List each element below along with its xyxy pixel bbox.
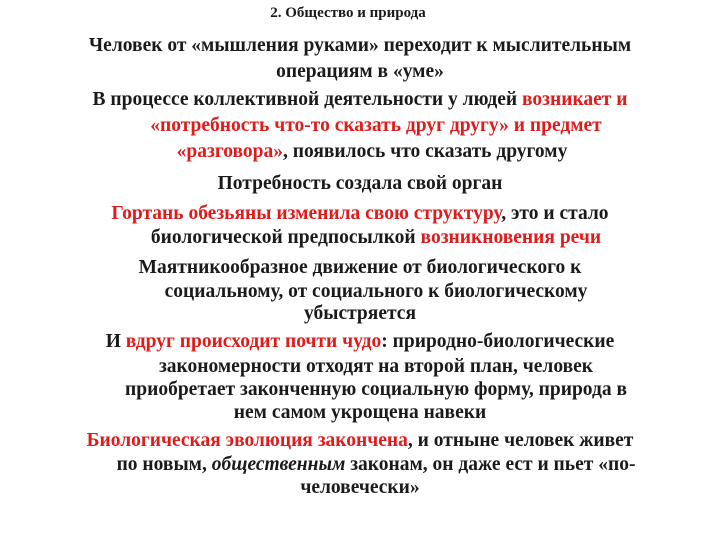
text-segment: , появилось что сказать другому — [282, 141, 568, 162]
text-segment: И — [105, 331, 126, 352]
text-line — [0, 114, 720, 138]
text-line — [0, 60, 720, 84]
text-segment: закономерности отходят на второй план, человек — [158, 356, 594, 377]
text-segment: , и отныне человек живет — [407, 430, 634, 451]
text-line — [0, 378, 720, 402]
text-line — [0, 302, 720, 326]
slide-title: 2. Общество и природа — [270, 5, 426, 21]
text-segment: Маятникообразное движение от биологического к — [138, 257, 582, 278]
text-line — [0, 476, 720, 500]
text-segment: по новым, — [116, 454, 212, 475]
text-segment: Потребность создала свой орган — [217, 173, 503, 194]
text-line — [0, 172, 720, 196]
text-line — [0, 355, 720, 379]
text-segment: операциям в «уме» — [276, 61, 444, 82]
text-segment: В процессе коллективной деятельности у людей — [92, 89, 522, 110]
text-line — [0, 429, 720, 453]
text-line — [0, 202, 720, 226]
text-line — [0, 226, 720, 250]
highlighted-text: Биологическая эволюция закончена — [86, 430, 408, 451]
text-line — [0, 88, 720, 112]
highlighted-text: «разговора» — [176, 141, 283, 162]
text-segment: убыстряется — [303, 303, 416, 324]
text-line — [0, 401, 720, 425]
text-segment: социальному, от социального к биологическому — [164, 281, 588, 302]
text-segment: Человек от «мышления руками» переходит к мыслительным — [88, 35, 632, 56]
text-line — [0, 330, 720, 354]
highlighted-text: «потребность что-то сказать друг другу» и предмет — [150, 115, 602, 136]
text-line — [0, 34, 720, 58]
text-segment: , это и стало — [501, 203, 609, 224]
text-line — [0, 280, 720, 304]
text-line — [0, 453, 720, 477]
text-segment: биологической предпосылкой — [150, 227, 421, 248]
text-segment: приобретает законченную социальную форму, природа в — [125, 379, 627, 400]
text-segment: общественным — [211, 454, 346, 475]
highlighted-text: возникает и — [521, 89, 628, 110]
text-segment: : природно-биологические — [381, 331, 615, 352]
text-segment: человечески» — [300, 477, 420, 498]
highlighted-text: Гортань обезьяны изменила свою структуру — [111, 203, 502, 224]
text-line — [0, 140, 720, 164]
text-segment: законам, он даже ест и пьет «по- — [345, 454, 636, 475]
text-segment: нем самом укрощена навеки — [233, 402, 487, 423]
highlighted-text: возникновения речи — [420, 227, 602, 248]
highlighted-text: вдруг происходит почти чудо — [125, 331, 382, 352]
text-line — [0, 256, 720, 280]
